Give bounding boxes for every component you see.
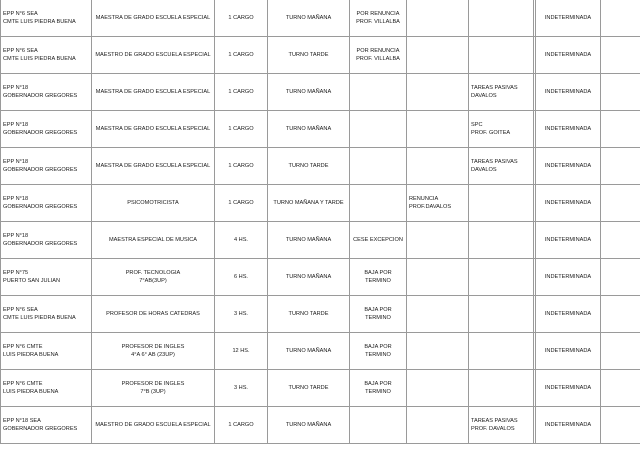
shift-cell: TURNO TARDE: [268, 296, 350, 333]
note-cell: [469, 37, 534, 74]
hours-cell: 3 HS.: [215, 296, 268, 333]
table-row: [1, 296, 640, 333]
school-cell: EPP N°18 GOBERNADOR GREGORES: [1, 111, 92, 148]
school-cell: EPP N°18 SEA GOBERNADOR GREGORES: [1, 407, 92, 444]
shift-cell: TURNO TARDE: [268, 148, 350, 185]
table-row: [1, 407, 640, 444]
hours-cell: 1 CARGO: [215, 111, 268, 148]
shift-cell: TURNO MAÑANA: [268, 111, 350, 148]
table-row: [1, 370, 640, 407]
type-cell: INDETERMINADA: [536, 296, 601, 333]
note-cell: TAREAS PASIVAS DAVALOS: [469, 74, 534, 111]
school-cell: EPP N°18 GOBERNADOR GREGORES: [1, 222, 92, 259]
shift-cell: TURNO MAÑANA: [268, 74, 350, 111]
table-row: [1, 37, 640, 74]
position-cell: MAESTRA DE GRADO ESCUELA ESPECIAL: [92, 111, 215, 148]
hours-cell: 1 CARGO: [215, 74, 268, 111]
note-cell: [469, 333, 534, 370]
note-cell: [469, 185, 534, 222]
school-cell: EPP N°18 GOBERNADOR GREGORES: [1, 185, 92, 222]
extra-cell: [601, 333, 640, 370]
cause-cell: [407, 259, 469, 296]
reason-cell: BAJA POR TERMINO: [350, 259, 407, 296]
cause-cell: RENUNCIA PROF.DAVALOS: [407, 185, 469, 222]
position-cell: MAESTRA DE GRADO ESCUELA ESPECIAL: [92, 0, 215, 37]
cause-cell: [407, 74, 469, 111]
table-body: [1, 0, 640, 444]
hours-cell: 6 HS.: [215, 259, 268, 296]
reason-cell: BAJA POR TERMINO: [350, 296, 407, 333]
reason-cell: POR RENUNCIA PROF. VILLALBA: [350, 37, 407, 74]
extra-cell: [601, 74, 640, 111]
cause-cell: [407, 0, 469, 37]
position-cell: MAESTRA DE GRADO ESCUELA ESPECIAL: [92, 74, 215, 111]
note-cell: [469, 370, 534, 407]
reason-cell: POR RENUNCIA PROF. VILLALBA: [350, 0, 407, 37]
type-cell: INDETERMINADA: [536, 370, 601, 407]
cause-cell: [407, 370, 469, 407]
table-row: [1, 185, 640, 222]
type-cell: INDETERMINADA: [536, 333, 601, 370]
table-row: [1, 222, 640, 259]
extra-cell: [601, 407, 640, 444]
school-cell: EPP N°75 PUERTO SAN JULIAN: [1, 259, 92, 296]
school-cell: EPP N°18 GOBERNADOR GREGORES: [1, 74, 92, 111]
cause-cell: [407, 148, 469, 185]
school-cell: EPP N°6 SEA CMTE LUIS PIEDRA BUENA: [1, 296, 92, 333]
note-cell: [469, 222, 534, 259]
extra-cell: [601, 370, 640, 407]
type-cell: INDETERMINADA: [536, 111, 601, 148]
hours-cell: 3 HS.: [215, 370, 268, 407]
position-cell: PROF. TECNOLOGIA 7°AB(3UP): [92, 259, 215, 296]
school-cell: EPP N°6 CMTE LUIS PIEDRA BUENA: [1, 333, 92, 370]
type-cell: INDETERMINADA: [536, 37, 601, 74]
table-row: [1, 111, 640, 148]
reason-cell: [350, 407, 407, 444]
hours-cell: 1 CARGO: [215, 148, 268, 185]
school-cell: EPP N°6 CMTE LUIS PIEDRA BUENA: [1, 370, 92, 407]
shift-cell: TURNO MAÑANA: [268, 333, 350, 370]
shift-cell: TURNO MAÑANA: [268, 0, 350, 37]
cause-cell: [407, 407, 469, 444]
extra-cell: [601, 222, 640, 259]
type-cell: INDETERMINADA: [536, 222, 601, 259]
school-cell: EPP N°6 SEA CMTE LUIS PIEDRA BUENA: [1, 37, 92, 74]
note-cell: SPC PROF. GOITEA: [469, 111, 534, 148]
table-row: [1, 0, 640, 37]
hours-cell: 12 HS.: [215, 333, 268, 370]
reason-cell: [350, 185, 407, 222]
shift-cell: TURNO MAÑANA: [268, 259, 350, 296]
reason-cell: [350, 74, 407, 111]
school-cell: EPP N°6 SEA CMTE LUIS PIEDRA BUENA: [1, 0, 92, 37]
extra-cell: [601, 185, 640, 222]
cause-cell: [407, 296, 469, 333]
position-cell: PROFESOR DE HORAS CATEDRAS: [92, 296, 215, 333]
note-cell: [469, 0, 534, 37]
shift-cell: TURNO TARDE: [268, 37, 350, 74]
note-cell: [469, 296, 534, 333]
note-cell: [469, 259, 534, 296]
hours-cell: 1 CARGO: [215, 407, 268, 444]
hours-cell: 1 CARGO: [215, 185, 268, 222]
extra-cell: [601, 296, 640, 333]
hours-cell: 1 CARGO: [215, 0, 268, 37]
reason-cell: [350, 148, 407, 185]
position-cell: MAESTRO DE GRADO ESCUELA ESPECIAL: [92, 407, 215, 444]
table-row: [1, 259, 640, 296]
cause-cell: [407, 222, 469, 259]
position-cell: PROFESOR DE INGLES 7°B (3UP): [92, 370, 215, 407]
note-cell: TAREAS PASIVAS PROF. DAVALOS: [469, 407, 534, 444]
type-cell: INDETERMINADA: [536, 407, 601, 444]
extra-cell: [601, 259, 640, 296]
cause-cell: [407, 111, 469, 148]
reason-cell: CESE EXCEPCION: [350, 222, 407, 259]
cause-cell: [407, 37, 469, 74]
table-row: [1, 333, 640, 370]
position-cell: MAESTRA DE GRADO ESCUELA ESPECIAL: [92, 148, 215, 185]
position-cell: MAESTRA ESPECIAL DE MUSICA: [92, 222, 215, 259]
reason-cell: [350, 111, 407, 148]
extra-cell: [601, 37, 640, 74]
type-cell: INDETERMINADA: [536, 185, 601, 222]
extra-cell: [601, 111, 640, 148]
shift-cell: TURNO MAÑANA Y TARDE: [268, 185, 350, 222]
school-cell: EPP N°18 GOBERNADOR GREGORES: [1, 148, 92, 185]
type-cell: INDETERMINADA: [536, 259, 601, 296]
extra-cell: [601, 0, 640, 37]
reason-cell: BAJA POR TERMINO: [350, 333, 407, 370]
type-cell: INDETERMINADA: [536, 0, 601, 37]
shift-cell: TURNO MAÑANA: [268, 407, 350, 444]
shift-cell: TURNO MAÑANA: [268, 222, 350, 259]
type-cell: INDETERMINADA: [536, 74, 601, 111]
table-row: [1, 148, 640, 185]
position-cell: MAESTRO DE GRADO ESCUELA ESPECIAL: [92, 37, 215, 74]
type-cell: INDETERMINADA: [536, 148, 601, 185]
table-row: [1, 74, 640, 111]
position-cell: PSICOMOTRICISTA: [92, 185, 215, 222]
hours-cell: 1 CARGO: [215, 37, 268, 74]
cause-cell: [407, 333, 469, 370]
note-cell: TAREAS PASIVAS DAVALOS: [469, 148, 534, 185]
hours-cell: 4 HS.: [215, 222, 268, 259]
shift-cell: TURNO TARDE: [268, 370, 350, 407]
position-cell: PROFESOR DE INGLES 4°A 6° AB (23UP): [92, 333, 215, 370]
reason-cell: BAJA POR TERMINO: [350, 370, 407, 407]
extra-cell: [601, 148, 640, 185]
